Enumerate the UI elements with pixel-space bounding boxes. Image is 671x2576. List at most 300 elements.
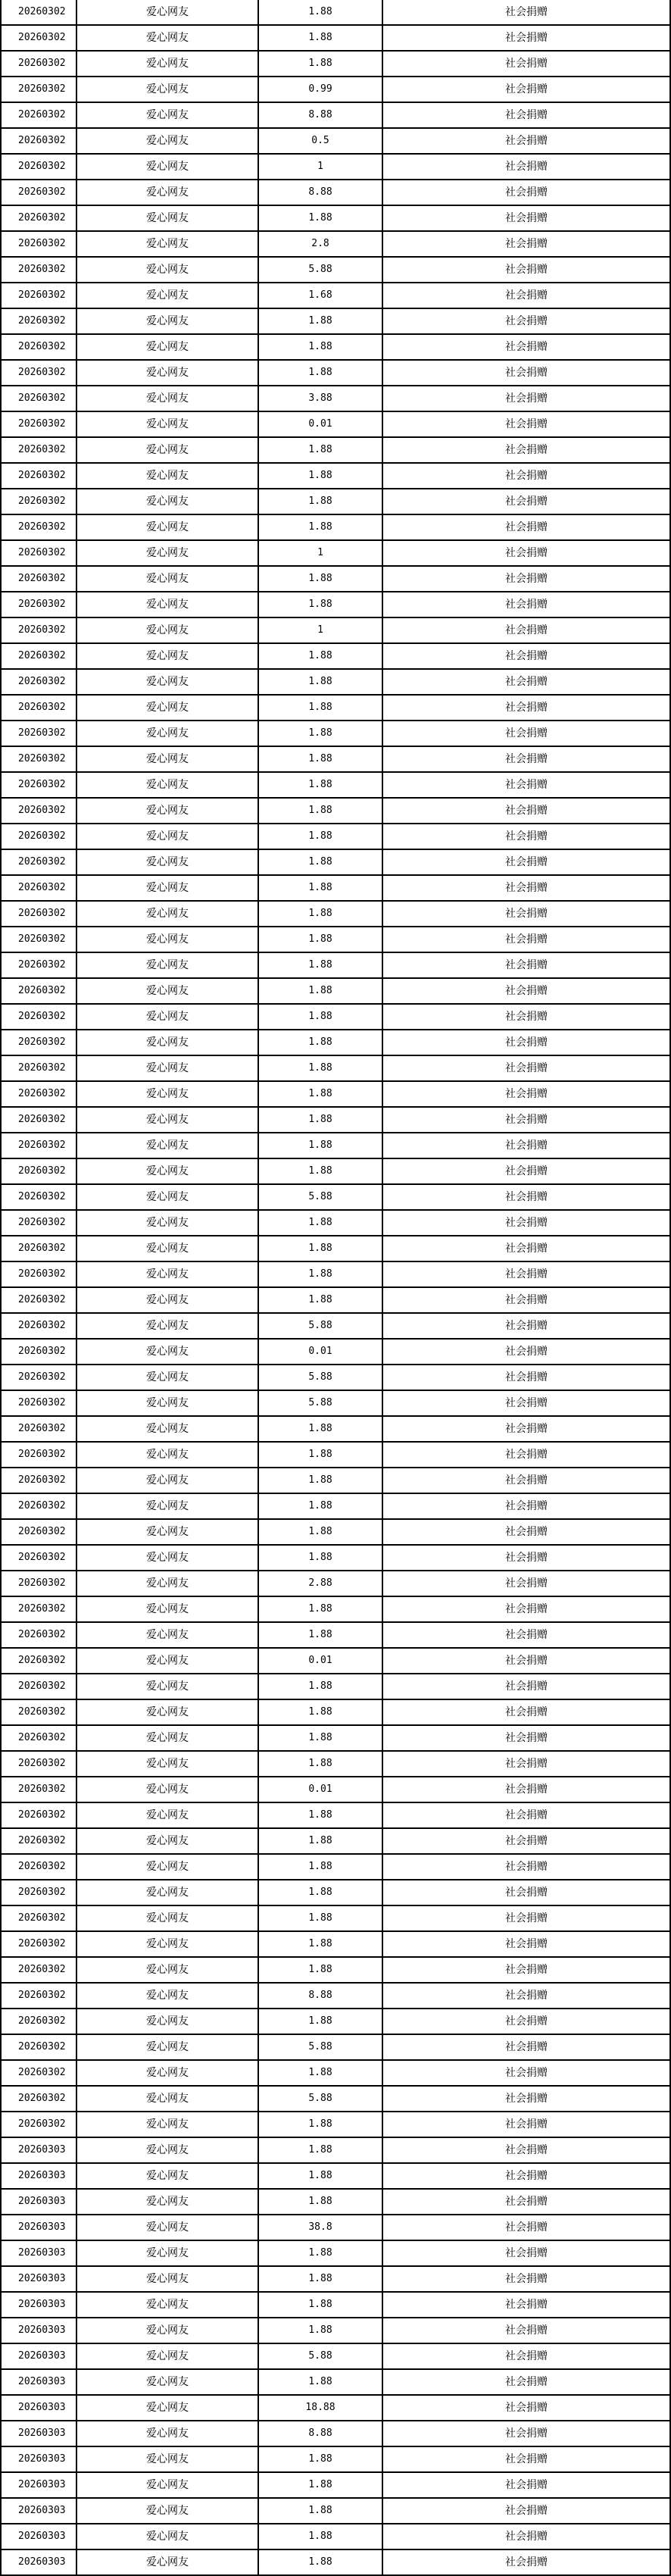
donor-name-cell: 爱心网友 bbox=[76, 1390, 258, 1416]
table-row bbox=[1, 180, 670, 205]
donation-type-cell: 社会捐赠 bbox=[382, 2343, 670, 2369]
donation-type-cell: 社会捐赠 bbox=[382, 824, 670, 849]
donation-type-cell: 社会捐赠 bbox=[382, 1519, 670, 1545]
donor-name-cell: 爱心网友 bbox=[76, 411, 258, 437]
donation-date-cell: 20260302 bbox=[1, 695, 76, 721]
donor-name-cell: 爱心网友 bbox=[76, 927, 258, 952]
donation-date-cell: 20260302 bbox=[1, 1777, 76, 1802]
table-row bbox=[1, 1107, 670, 1133]
donation-date-cell: 20260302 bbox=[1, 25, 76, 51]
table-row bbox=[1, 1081, 670, 1107]
donation-type-cell: 社会捐赠 bbox=[382, 695, 670, 721]
donation-date-cell: 20260302 bbox=[1, 1339, 76, 1365]
donation-type-cell: 社会捐赠 bbox=[382, 1030, 670, 1055]
donation-date-cell: 20260302 bbox=[1, 1802, 76, 1828]
table-row bbox=[1, 695, 670, 721]
donor-name-cell: 爱心网友 bbox=[76, 2086, 258, 2112]
table-row bbox=[1, 1802, 670, 1828]
donation-type-cell: 社会捐赠 bbox=[382, 1777, 670, 1802]
donation-date-cell: 20260302 bbox=[1, 1236, 76, 1261]
donation-type-cell: 社会捐赠 bbox=[382, 2292, 670, 2318]
donor-name-cell: 爱心网友 bbox=[76, 1184, 258, 1210]
donation-date-cell: 20260302 bbox=[1, 1854, 76, 1880]
donor-name-cell: 爱心网友 bbox=[76, 2318, 258, 2343]
donation-type-cell: 社会捐赠 bbox=[382, 1184, 670, 1210]
donation-date-cell: 20260302 bbox=[1, 1030, 76, 1055]
donation-type-cell: 社会捐赠 bbox=[382, 592, 670, 617]
donation-type-cell: 社会捐赠 bbox=[382, 2009, 670, 2034]
donor-name-cell: 爱心网友 bbox=[76, 1107, 258, 1133]
donation-type-cell: 社会捐赠 bbox=[382, 1983, 670, 2009]
donation-type-cell: 社会捐赠 bbox=[382, 2498, 670, 2524]
donor-name-cell: 爱心网友 bbox=[76, 721, 258, 746]
donation-type-cell: 社会捐赠 bbox=[382, 1210, 670, 1236]
donation-amount-cell: 1.88 bbox=[258, 2266, 382, 2292]
donation-type-cell: 社会捐赠 bbox=[382, 1596, 670, 1622]
donor-name-cell: 爱心网友 bbox=[76, 1081, 258, 1107]
donation-amount-cell: 5.88 bbox=[258, 2343, 382, 2369]
table-row bbox=[1, 592, 670, 617]
donation-type-cell: 社会捐赠 bbox=[382, 514, 670, 540]
donor-name-cell: 爱心网友 bbox=[76, 669, 258, 695]
table-row bbox=[1, 0, 670, 25]
donation-date-cell: 20260302 bbox=[1, 643, 76, 669]
donation-date-cell: 20260302 bbox=[1, 2060, 76, 2086]
donation-date-cell: 20260302 bbox=[1, 1596, 76, 1622]
donation-date-cell: 20260303 bbox=[1, 2163, 76, 2189]
table-row bbox=[1, 1828, 670, 1854]
donation-date-cell: 20260302 bbox=[1, 0, 76, 25]
donation-amount-cell: 5.88 bbox=[258, 1365, 382, 1390]
donation-type-cell: 社会捐赠 bbox=[382, 1313, 670, 1339]
donor-name-cell: 爱心网友 bbox=[76, 334, 258, 360]
donation-amount-cell: 1.88 bbox=[258, 1442, 382, 1468]
table-row bbox=[1, 77, 670, 102]
donation-date-cell: 20260303 bbox=[1, 2549, 76, 2575]
donation-amount-cell: 0.5 bbox=[258, 128, 382, 154]
donation-amount-cell: 1.88 bbox=[258, 566, 382, 592]
donation-date-cell: 20260302 bbox=[1, 1725, 76, 1751]
donor-name-cell: 爱心网友 bbox=[76, 1004, 258, 1030]
table-row bbox=[1, 283, 670, 308]
donation-amount-cell: 1.88 bbox=[258, 1957, 382, 1983]
donation-amount-cell: 1.88 bbox=[258, 1854, 382, 1880]
donation-date-cell: 20260302 bbox=[1, 1004, 76, 1030]
donor-name-cell: 爱心网友 bbox=[76, 849, 258, 875]
table-row bbox=[1, 772, 670, 798]
donation-type-cell: 社会捐赠 bbox=[382, 1261, 670, 1287]
donation-type-cell: 社会捐赠 bbox=[382, 2215, 670, 2240]
table-row bbox=[1, 1751, 670, 1777]
donation-type-cell: 社会捐赠 bbox=[382, 180, 670, 205]
donor-name-cell: 爱心网友 bbox=[76, 25, 258, 51]
donation-type-cell: 社会捐赠 bbox=[382, 154, 670, 180]
table-row bbox=[1, 1957, 670, 1983]
donation-date-cell: 20260302 bbox=[1, 386, 76, 411]
donation-type-cell: 社会捐赠 bbox=[382, 2189, 670, 2215]
donor-name-cell: 爱心网友 bbox=[76, 51, 258, 77]
table-row bbox=[1, 1261, 670, 1287]
table-row bbox=[1, 1519, 670, 1545]
donation-amount-cell: 1.88 bbox=[258, 51, 382, 77]
table-row bbox=[1, 978, 670, 1004]
donation-type-cell: 社会捐赠 bbox=[382, 2524, 670, 2549]
donation-type-cell: 社会捐赠 bbox=[382, 927, 670, 952]
donation-date-cell: 20260302 bbox=[1, 257, 76, 283]
donation-amount-cell: 1.88 bbox=[258, 1158, 382, 1184]
donor-name-cell: 爱心网友 bbox=[76, 2421, 258, 2446]
donation-type-cell: 社会捐赠 bbox=[382, 1905, 670, 1931]
donor-name-cell: 爱心网友 bbox=[76, 1133, 258, 1158]
table-row bbox=[1, 1004, 670, 1030]
donation-date-cell: 20260302 bbox=[1, 1158, 76, 1184]
table-row bbox=[1, 411, 670, 437]
donation-date-cell: 20260302 bbox=[1, 1133, 76, 1158]
donation-amount-cell: 5.88 bbox=[258, 2086, 382, 2112]
table-row bbox=[1, 824, 670, 849]
donor-name-cell: 爱心网友 bbox=[76, 1699, 258, 1725]
donor-name-cell: 爱心网友 bbox=[76, 1236, 258, 1261]
donation-date-cell: 20260302 bbox=[1, 1957, 76, 1983]
donation-amount-cell: 1.88 bbox=[258, 1725, 382, 1751]
donation-amount-cell: 0.99 bbox=[258, 77, 382, 102]
table-row bbox=[1, 746, 670, 772]
donation-type-cell: 社会捐赠 bbox=[382, 1055, 670, 1081]
donor-name-cell: 爱心网友 bbox=[76, 952, 258, 978]
donation-amount-cell: 1.88 bbox=[258, 772, 382, 798]
donation-date-cell: 20260302 bbox=[1, 875, 76, 901]
donation-amount-cell: 1.88 bbox=[258, 1416, 382, 1442]
table-row bbox=[1, 540, 670, 566]
donor-name-cell: 爱心网友 bbox=[76, 901, 258, 927]
donation-amount-cell: 1.88 bbox=[258, 308, 382, 334]
donor-name-cell: 爱心网友 bbox=[76, 2292, 258, 2318]
donor-name-cell: 爱心网友 bbox=[76, 1442, 258, 1468]
donation-amount-cell: 1.88 bbox=[258, 1545, 382, 1571]
donation-type-cell: 社会捐赠 bbox=[382, 1468, 670, 1493]
donor-name-cell: 爱心网友 bbox=[76, 360, 258, 386]
donation-amount-cell: 0.01 bbox=[258, 1339, 382, 1365]
donation-type-cell: 社会捐赠 bbox=[382, 1880, 670, 1905]
donation-table-body bbox=[1, 0, 670, 2575]
donation-type-cell: 社会捐赠 bbox=[382, 1622, 670, 1648]
donation-type-cell: 社会捐赠 bbox=[382, 669, 670, 695]
table-row bbox=[1, 1390, 670, 1416]
donor-name-cell: 爱心网友 bbox=[76, 2343, 258, 2369]
donation-date-cell: 20260303 bbox=[1, 2292, 76, 2318]
donor-name-cell: 爱心网友 bbox=[76, 2498, 258, 2524]
table-row bbox=[1, 1184, 670, 1210]
donor-name-cell: 爱心网友 bbox=[76, 617, 258, 643]
donation-amount-cell: 5.88 bbox=[258, 1390, 382, 1416]
donor-name-cell: 爱心网友 bbox=[76, 1030, 258, 1055]
donation-date-cell: 20260303 bbox=[1, 2524, 76, 2549]
donation-type-cell: 社会捐赠 bbox=[382, 1236, 670, 1261]
donation-type-cell: 社会捐赠 bbox=[382, 2266, 670, 2292]
donation-date-cell: 20260302 bbox=[1, 1880, 76, 1905]
donation-date-cell: 20260302 bbox=[1, 824, 76, 849]
donor-name-cell: 爱心网友 bbox=[76, 1571, 258, 1596]
donor-name-cell: 爱心网友 bbox=[76, 798, 258, 824]
donation-date-cell: 20260303 bbox=[1, 2215, 76, 2240]
donation-date-cell: 20260302 bbox=[1, 978, 76, 1004]
table-row bbox=[1, 231, 670, 257]
donation-amount-cell: 0.01 bbox=[258, 1777, 382, 1802]
donation-amount-cell: 1.88 bbox=[258, 1519, 382, 1545]
donor-name-cell: 爱心网友 bbox=[76, 592, 258, 617]
table-row bbox=[1, 1416, 670, 1442]
donor-name-cell: 爱心网友 bbox=[76, 1957, 258, 1983]
table-row bbox=[1, 2549, 670, 2575]
donation-type-cell: 社会捐赠 bbox=[382, 798, 670, 824]
donation-amount-cell: 8.88 bbox=[258, 1983, 382, 2009]
donation-date-cell: 20260302 bbox=[1, 1107, 76, 1133]
donation-type-cell: 社会捐赠 bbox=[382, 1545, 670, 1571]
donor-name-cell: 爱心网友 bbox=[76, 1905, 258, 1931]
donation-type-cell: 社会捐赠 bbox=[382, 1957, 670, 1983]
donation-type-cell: 社会捐赠 bbox=[382, 1416, 670, 1442]
donation-date-cell: 20260303 bbox=[1, 2137, 76, 2163]
donation-type-cell: 社会捐赠 bbox=[382, 2446, 670, 2472]
donor-name-cell: 爱心网友 bbox=[76, 1596, 258, 1622]
donation-date-cell: 20260302 bbox=[1, 308, 76, 334]
table-row bbox=[1, 51, 670, 77]
donation-date-cell: 20260303 bbox=[1, 2472, 76, 2498]
donation-date-cell: 20260302 bbox=[1, 1493, 76, 1519]
donation-type-cell: 社会捐赠 bbox=[382, 746, 670, 772]
donation-type-cell: 社会捐赠 bbox=[382, 1004, 670, 1030]
donation-amount-cell: 5.88 bbox=[258, 1313, 382, 1339]
donor-name-cell: 爱心网友 bbox=[76, 2472, 258, 2498]
donor-name-cell: 爱心网友 bbox=[76, 1545, 258, 1571]
donor-name-cell: 爱心网友 bbox=[76, 1674, 258, 1699]
donor-name-cell: 爱心网友 bbox=[76, 540, 258, 566]
table-row bbox=[1, 798, 670, 824]
donation-date-cell: 20260302 bbox=[1, 1622, 76, 1648]
donation-amount-cell: 5.88 bbox=[258, 1184, 382, 1210]
donation-date-cell: 20260302 bbox=[1, 952, 76, 978]
table-row bbox=[1, 2472, 670, 2498]
donor-name-cell: 爱心网友 bbox=[76, 2446, 258, 2472]
table-row bbox=[1, 1725, 670, 1751]
table-row bbox=[1, 2137, 670, 2163]
table-row bbox=[1, 102, 670, 128]
donor-name-cell: 爱心网友 bbox=[76, 463, 258, 489]
donor-name-cell: 爱心网友 bbox=[76, 514, 258, 540]
table-row bbox=[1, 1777, 670, 1802]
donation-type-cell: 社会捐赠 bbox=[382, 386, 670, 411]
donor-name-cell: 爱心网友 bbox=[76, 1339, 258, 1365]
donor-name-cell: 爱心网友 bbox=[76, 2112, 258, 2137]
table-row bbox=[1, 205, 670, 231]
donor-name-cell: 爱心网友 bbox=[76, 2240, 258, 2266]
table-row bbox=[1, 1468, 670, 1493]
donation-date-cell: 20260303 bbox=[1, 2318, 76, 2343]
donation-type-cell: 社会捐赠 bbox=[382, 257, 670, 283]
donation-amount-cell: 1.88 bbox=[258, 824, 382, 849]
donation-amount-cell: 8.88 bbox=[258, 102, 382, 128]
donor-name-cell: 爱心网友 bbox=[76, 1983, 258, 2009]
donation-date-cell: 20260302 bbox=[1, 566, 76, 592]
donation-type-cell: 社会捐赠 bbox=[382, 1390, 670, 1416]
donor-name-cell: 爱心网友 bbox=[76, 824, 258, 849]
donation-amount-cell: 1.88 bbox=[258, 643, 382, 669]
table-row bbox=[1, 463, 670, 489]
table-row bbox=[1, 1339, 670, 1365]
table-row bbox=[1, 2266, 670, 2292]
donation-date-cell: 20260302 bbox=[1, 1751, 76, 1777]
donation-type-cell: 社会捐赠 bbox=[382, 1571, 670, 1596]
table-row bbox=[1, 2292, 670, 2318]
donation-date-cell: 20260302 bbox=[1, 1184, 76, 1210]
donor-name-cell: 爱心网友 bbox=[76, 1313, 258, 1339]
donation-amount-cell: 1.88 bbox=[258, 2524, 382, 2549]
donation-amount-cell: 1.88 bbox=[258, 1493, 382, 1519]
donation-amount-cell: 1.88 bbox=[258, 205, 382, 231]
donor-name-cell: 爱心网友 bbox=[76, 2163, 258, 2189]
donation-type-cell: 社会捐赠 bbox=[382, 1287, 670, 1313]
donor-name-cell: 爱心网友 bbox=[76, 1751, 258, 1777]
donation-amount-cell: 3.88 bbox=[258, 386, 382, 411]
donor-name-cell: 爱心网友 bbox=[76, 128, 258, 154]
donor-name-cell: 爱心网友 bbox=[76, 308, 258, 334]
donation-amount-cell: 8.88 bbox=[258, 180, 382, 205]
donor-name-cell: 爱心网友 bbox=[76, 1880, 258, 1905]
table-row bbox=[1, 2189, 670, 2215]
donation-amount-cell: 1.88 bbox=[258, 1699, 382, 1725]
donation-date-cell: 20260302 bbox=[1, 128, 76, 154]
table-row bbox=[1, 2369, 670, 2395]
donor-name-cell: 爱心网友 bbox=[76, 1648, 258, 1674]
donation-amount-cell: 1.88 bbox=[258, 2189, 382, 2215]
donation-type-cell: 社会捐赠 bbox=[382, 0, 670, 25]
donation-type-cell: 社会捐赠 bbox=[382, 2318, 670, 2343]
table-row bbox=[1, 1055, 670, 1081]
donation-amount-cell: 1.88 bbox=[258, 592, 382, 617]
donation-amount-cell: 1.88 bbox=[258, 2446, 382, 2472]
donation-type-cell: 社会捐赠 bbox=[382, 2060, 670, 2086]
table-row bbox=[1, 1030, 670, 1055]
donation-date-cell: 20260302 bbox=[1, 2034, 76, 2060]
table-row bbox=[1, 1648, 670, 1674]
donation-date-cell: 20260302 bbox=[1, 669, 76, 695]
donor-name-cell: 爱心网友 bbox=[76, 2524, 258, 2549]
donation-type-cell: 社会捐赠 bbox=[382, 978, 670, 1004]
donation-amount-cell: 1.88 bbox=[258, 1287, 382, 1313]
donor-name-cell: 爱心网友 bbox=[76, 2215, 258, 2240]
donation-date-cell: 20260302 bbox=[1, 1390, 76, 1416]
donor-name-cell: 爱心网友 bbox=[76, 1287, 258, 1313]
donation-amount-cell: 1.88 bbox=[258, 1107, 382, 1133]
donation-date-cell: 20260302 bbox=[1, 1313, 76, 1339]
donation-date-cell: 20260302 bbox=[1, 1287, 76, 1313]
donor-name-cell: 爱心网友 bbox=[76, 2395, 258, 2421]
donation-date-cell: 20260303 bbox=[1, 2498, 76, 2524]
donation-type-cell: 社会捐赠 bbox=[382, 643, 670, 669]
donation-date-cell: 20260303 bbox=[1, 2189, 76, 2215]
donation-date-cell: 20260302 bbox=[1, 1931, 76, 1957]
donation-amount-cell: 1.68 bbox=[258, 283, 382, 308]
donor-name-cell: 爱心网友 bbox=[76, 978, 258, 1004]
donation-date-cell: 20260302 bbox=[1, 617, 76, 643]
table-row bbox=[1, 386, 670, 411]
donation-date-cell: 20260303 bbox=[1, 2446, 76, 2472]
donation-type-cell: 社会捐赠 bbox=[382, 2137, 670, 2163]
donor-name-cell: 爱心网友 bbox=[76, 0, 258, 25]
donation-type-cell: 社会捐赠 bbox=[382, 231, 670, 257]
donation-date-cell: 20260302 bbox=[1, 1648, 76, 1674]
donation-date-cell: 20260302 bbox=[1, 1545, 76, 1571]
donation-type-cell: 社会捐赠 bbox=[382, 1081, 670, 1107]
donor-name-cell: 爱心网友 bbox=[76, 489, 258, 514]
table-row bbox=[1, 2421, 670, 2446]
donation-date-cell: 20260302 bbox=[1, 2009, 76, 2034]
donor-name-cell: 爱心网友 bbox=[76, 746, 258, 772]
table-row bbox=[1, 875, 670, 901]
donation-amount-cell: 38.8 bbox=[258, 2215, 382, 2240]
donor-name-cell: 爱心网友 bbox=[76, 2137, 258, 2163]
donation-type-cell: 社会捐赠 bbox=[382, 2086, 670, 2112]
donor-name-cell: 爱心网友 bbox=[76, 1725, 258, 1751]
table-row bbox=[1, 2318, 670, 2343]
donation-type-cell: 社会捐赠 bbox=[382, 2395, 670, 2421]
donation-amount-cell: 1.88 bbox=[258, 1236, 382, 1261]
donation-amount-cell: 1.88 bbox=[258, 927, 382, 952]
donation-type-cell: 社会捐赠 bbox=[382, 1828, 670, 1854]
donation-date-cell: 20260303 bbox=[1, 2421, 76, 2446]
donation-amount-cell: 1.88 bbox=[258, 695, 382, 721]
donation-amount-cell: 5.88 bbox=[258, 257, 382, 283]
table-row bbox=[1, 2034, 670, 2060]
donation-type-cell: 社会捐赠 bbox=[382, 411, 670, 437]
donor-name-cell: 爱心网友 bbox=[76, 875, 258, 901]
table-row bbox=[1, 901, 670, 927]
table-row bbox=[1, 2060, 670, 2086]
donation-amount-cell: 1.88 bbox=[258, 2292, 382, 2318]
table-row bbox=[1, 1571, 670, 1596]
donation-amount-cell: 1.88 bbox=[258, 2060, 382, 2086]
table-row bbox=[1, 566, 670, 592]
donation-amount-cell: 1.88 bbox=[258, 952, 382, 978]
donor-name-cell: 爱心网友 bbox=[76, 437, 258, 463]
donor-name-cell: 爱心网友 bbox=[76, 386, 258, 411]
donation-amount-cell: 1.88 bbox=[258, 1468, 382, 1493]
donation-type-cell: 社会捐赠 bbox=[382, 1365, 670, 1390]
donation-amount-cell: 1.88 bbox=[258, 1596, 382, 1622]
donation-type-cell: 社会捐赠 bbox=[382, 721, 670, 746]
donation-type-cell: 社会捐赠 bbox=[382, 102, 670, 128]
donation-date-cell: 20260302 bbox=[1, 1416, 76, 1442]
donation-amount-cell: 1.88 bbox=[258, 1828, 382, 1854]
donation-amount-cell: 0.01 bbox=[258, 411, 382, 437]
donation-date-cell: 20260302 bbox=[1, 231, 76, 257]
donation-amount-cell: 1.88 bbox=[258, 1055, 382, 1081]
table-row bbox=[1, 1545, 670, 1571]
donation-date-cell: 20260302 bbox=[1, 798, 76, 824]
donation-date-cell: 20260302 bbox=[1, 411, 76, 437]
donation-type-cell: 社会捐赠 bbox=[382, 77, 670, 102]
donation-amount-cell: 1.88 bbox=[258, 514, 382, 540]
donation-amount-cell: 1.88 bbox=[258, 0, 382, 25]
table-row bbox=[1, 643, 670, 669]
donation-amount-cell: 1.88 bbox=[258, 2498, 382, 2524]
donation-date-cell: 20260302 bbox=[1, 514, 76, 540]
donation-amount-cell: 1.88 bbox=[258, 2163, 382, 2189]
donation-type-cell: 社会捐赠 bbox=[382, 1674, 670, 1699]
table-row bbox=[1, 334, 670, 360]
table-row bbox=[1, 2163, 670, 2189]
donation-type-cell: 社会捐赠 bbox=[382, 1751, 670, 1777]
